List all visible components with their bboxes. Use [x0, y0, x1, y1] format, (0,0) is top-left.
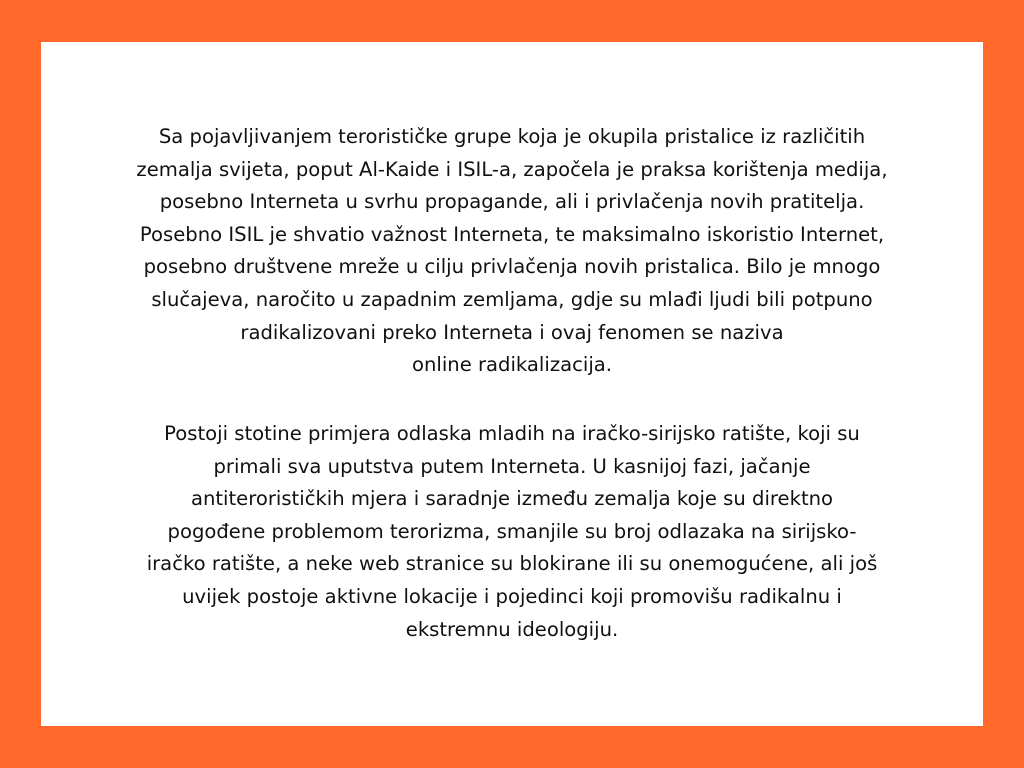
text-line: radikalizovani preko Interneta i ovaj fenomen se naziva: [240, 320, 784, 344]
content-card: [41, 42, 983, 726]
text-line: antiterorističkih mjera i saradnje između zemalja koje su direktno: [190, 487, 834, 511]
text-line: slučajeva, naročito u zapadnim zemljama, gdje su mlađi ljudi bili potpuno: [151, 287, 873, 311]
text-line: Sa pojavljivanjem terorističke grupe koja je okupila pristalice iz različitih: [158, 125, 866, 148]
text-line: zemalja svijeta, poput Al-Kaide i ISIL-a, započela je praksa korištenja medija,: [136, 157, 888, 181]
text-line: primali sva uputstva putem Interneta. U kasnijoj fazi, jačanje: [213, 454, 811, 478]
paragraph-battlefield-departures: [69, 418, 955, 646]
text-line: posebno Interneta u svrhu propagande, ali i privlačenja novih pratitelja.: [159, 190, 865, 214]
text-line: iračko ratište, a neke web stranice su blokirane ili su onemogućene, ali još: [146, 552, 878, 576]
text-line: Posebno ISIL je shvatio važnost Interneta, te maksimalno iskoristio Internet,: [139, 222, 885, 246]
text-line: online radikalizacija.: [411, 353, 613, 377]
text-line: pogođene problemom terorizma, smanjile su broj odlazaka na sirijsko-: [167, 519, 857, 543]
text-line: Postoji stotine primjera odlaska mladih na iračko-sirijsko ratište, koji su: [164, 422, 860, 445]
text-line: uvijek postoje aktivne lokacije i pojedinci koji promovišu radikalnu i: [182, 584, 842, 608]
paragraph-online-radicalization: [69, 121, 955, 382]
text-line: ekstremnu ideologiju.: [405, 617, 619, 641]
text-line: posebno društvene mreže u cilju privlačenja novih pristalica. Bilo je mnogo: [143, 255, 881, 279]
